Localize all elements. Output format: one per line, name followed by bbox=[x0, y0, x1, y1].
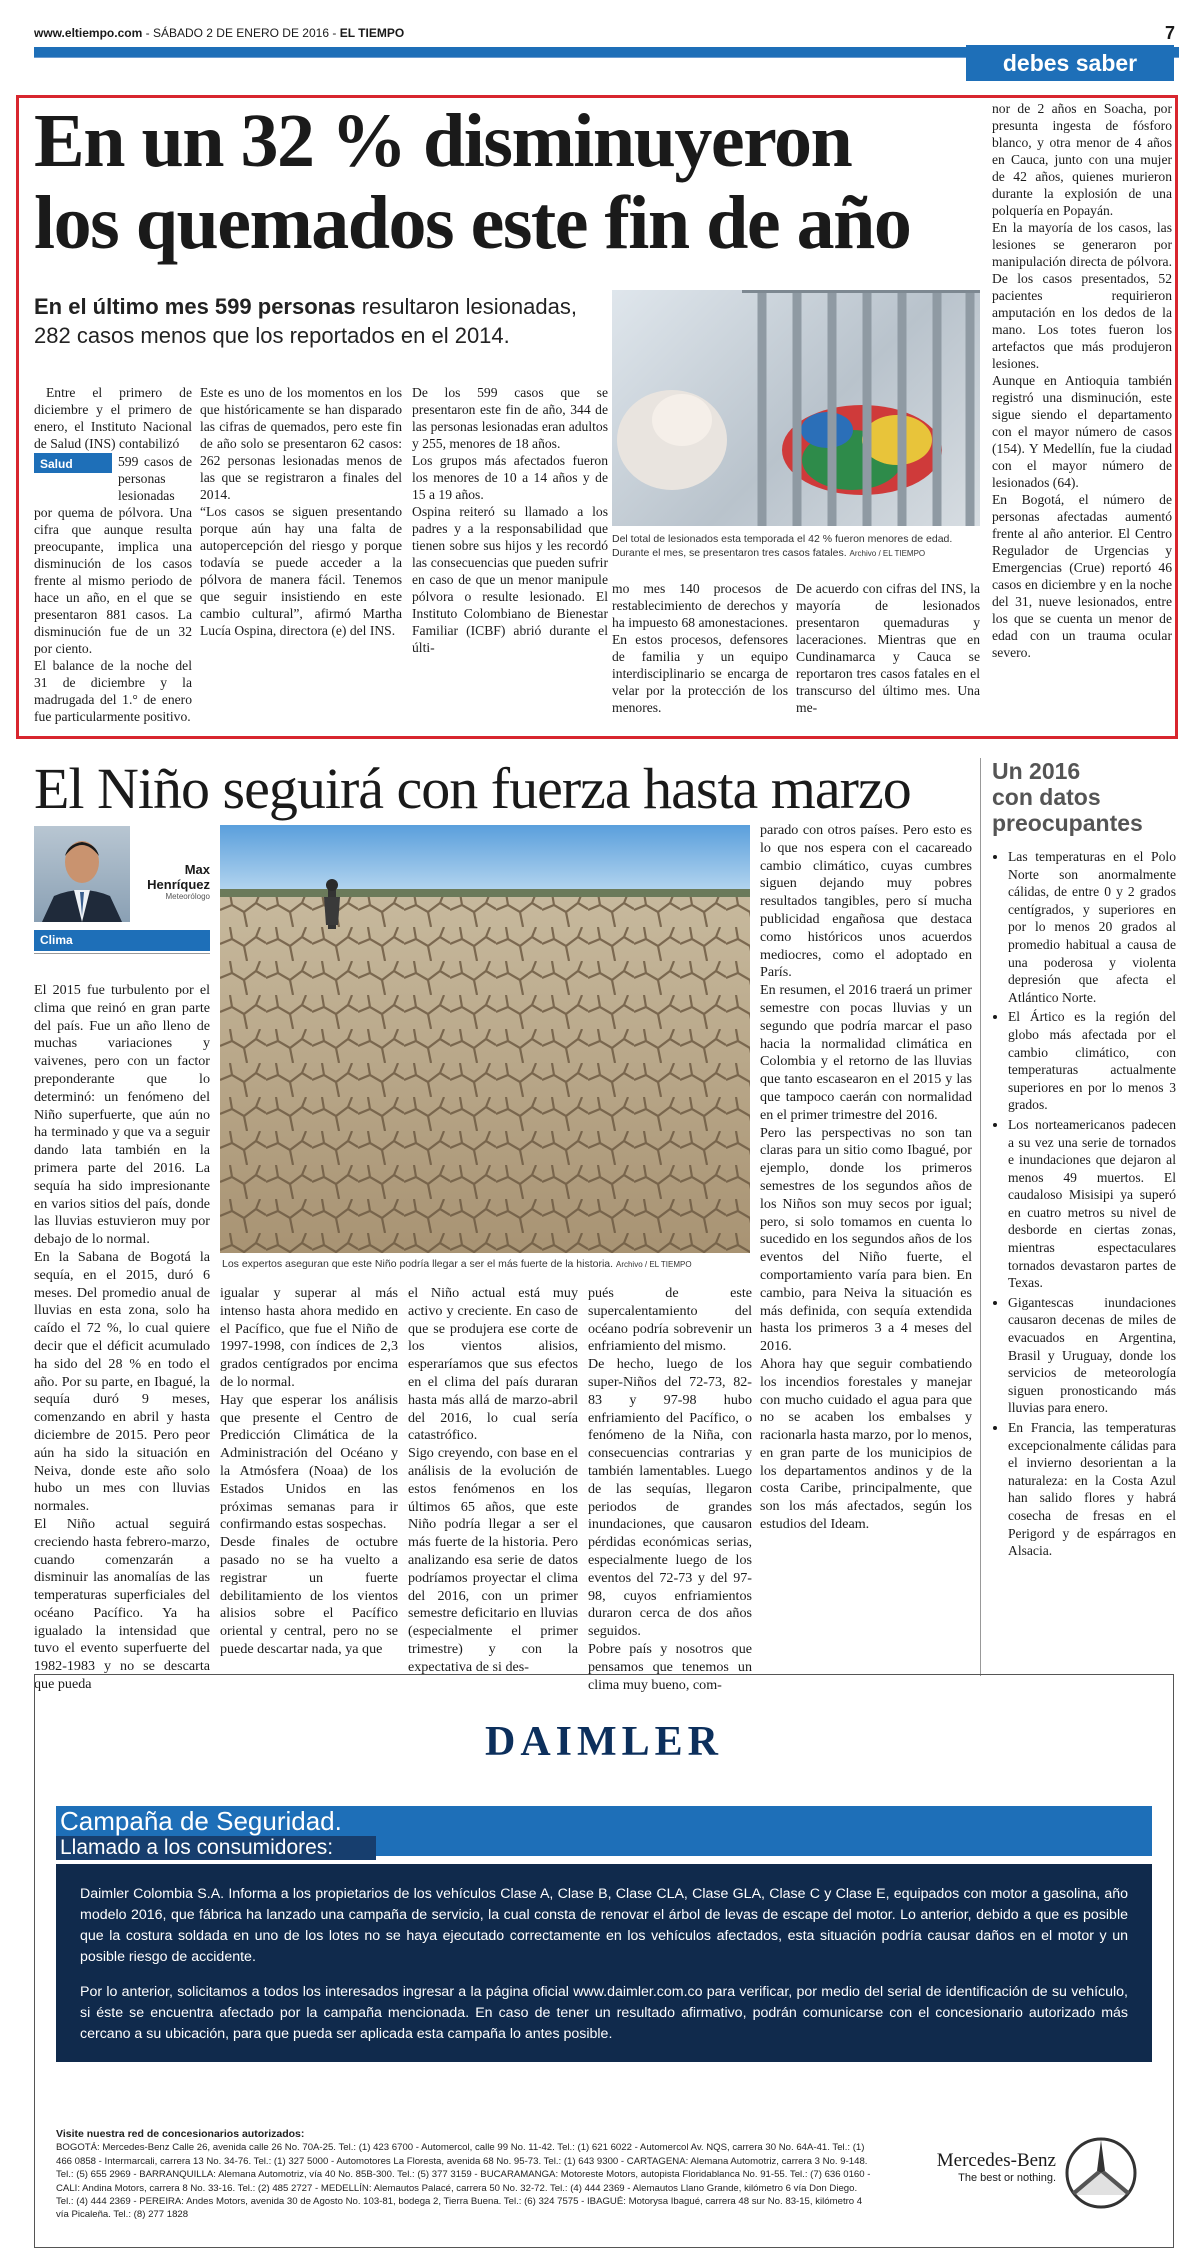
ad-campaign-subtitle: Llamado a los consumidores: bbox=[60, 1836, 334, 1859]
sidebar-list bbox=[992, 848, 1176, 1562]
ad-body-box bbox=[56, 1864, 1152, 2062]
edition-date: SÁBADO 2 DE ENERO DE 2016 bbox=[152, 26, 330, 40]
sidebar-title bbox=[992, 758, 1177, 836]
article2-col4: pués de este supercalentamiento del océano podría sobrevenir un enfriamiento del mismo. De hecho, luego de los super-Niños del 72-73, 82-83 y 97-98 hubo enfriamiento del Pacífico, o fenómeno de la Niña, con consecuencias contrarias y también lamentables. Luego de las sequías, llegaron periodos de grandes inundaciones, que causaron pérdidas económicas serias, especialmente luego de los eventos del 72-73 y del 97-98, cuyos enfriamientos duraron cerca de dos años seguidos. Pobre país y nosotros que pensamos que tenemos un clima muy bueno, com- bbox=[588, 1285, 752, 1693]
mercedes-wordmark: Mercedes-Benz bbox=[936, 2150, 1056, 2171]
section-tab[interactable] bbox=[966, 45, 1174, 81]
paper-name: EL TIEMPO bbox=[339, 26, 405, 40]
article1-photo-credit: Archivo / EL TIEMPO bbox=[849, 549, 926, 558]
sidebar-item: • Gigantescas inundaciones causaron decenas de miles de evacuados en Argentina, Brasil y Uruguay, donde los servicios de meteorología siguen pronosticando más lluvias para enero. bbox=[1008, 1294, 1176, 1417]
avatar bbox=[34, 826, 130, 922]
article1-photo-caption bbox=[612, 532, 980, 561]
article2-col3: el Niño actual está muy activo y creciente. En caso de que se produjera ese corte de los vientos alisios, esperaríamos que sus efectos en el clima del país duraran hasta más allá de marzo-abril del 2016, lo cual sería catastrófico. Sigo creyendo, con base en el análisis de la evolución de estos fenómenos en los últimos 65 años, que este Niño podría llegar a ser el más fuerte de la historia. Pero analizando esa serie de datos podríamos proyectar el clima del 2016, con un primer semestre deficitario en lluvias (especialmente el primer trimestre) y con la expectativa de si des- bbox=[408, 1285, 578, 1675]
article1-caption-text: Del total de lesionados esta temporada el 42 % fueron menores de edad. Durante el mes, se presentaron tres casos fatales. bbox=[612, 533, 953, 559]
burn-patient-illustration bbox=[612, 290, 980, 526]
article1-title-line1: En un 32 % disminuyeron bbox=[34, 99, 852, 183]
dry-land-illustration bbox=[220, 825, 750, 1253]
article1-col2: Este es uno de los momentos en los que históricamente se han disparado las cifras de quemados, pero este fin de año solo se presentaron 62 casos: 262 personas lesionadas menos de las que se registraron a finales del 2014. “Los casos se siguen presentando porque aún hay una falta de autopercepción del riesgo y porque todavía se puede acceder a la pólvora de manera fácil. Tenemos que seguir insistiendo en este cambio cultural”, afirmó Martha Lucía Ospina, directora (e) del INS. bbox=[200, 385, 402, 638]
sidebar-item: • El Ártico es la región del globo más afectada por el cambio climático, con temperaturas actualmente superiores en por lo menos 3 grados. bbox=[1008, 1008, 1176, 1114]
sidebar-item: • En Francia, las temperaturas excepcionalmente cálidas para el invierno desorientan a la naturaleza: en la Costa Azul han salido flores y habrá cosecha de fresas en el Perigord y de espárragos en Alsacia. bbox=[1008, 1419, 1176, 1560]
mercedes-brand[interactable] bbox=[886, 2150, 1056, 2184]
article1-col1 bbox=[34, 384, 192, 725]
article2-caption-text: Los expertos aseguran que este Niño podría llegar a ser el más fuerte de la historia. bbox=[222, 1258, 614, 1270]
col1-rest: por quema de pólvora. Una cifra que aunque resulta preocupante, implica una disminución de los casos frente al mismo periodo de hace un año, en el que se presentaron 881 casos. La disminución fue de un 32 por ciento. El balance de la noche del 31 de diciembre y la madrugada del 1.° de enero fue particularmente positivo. bbox=[34, 505, 192, 724]
ad-dealers bbox=[56, 2128, 876, 2222]
header-bar: www.eltiempo.com - SÁBADO 2 DE ENERO DE 2016 - EL TIEMPO 7 bbox=[34, 23, 1175, 43]
mercedes-tagline: The best or nothing. bbox=[958, 2172, 1056, 2184]
author-divider bbox=[34, 953, 210, 954]
author-byline bbox=[134, 862, 210, 901]
author-role: Meteorólogo bbox=[165, 892, 210, 901]
ad-dealers-text: BOGOTÁ: Mercedes-Benz Calle 26, avenida calle 26 No. 70A-25. Tel.: (1) 423 6700 - Automercol, calle 99 No. 11-42. Tel.: (1) 621 6022 - Automercol Av. NQS, carrera 30 No. 64A-41. Tel.: (1) 466 0858 - Intermarcali, carrera 13 No. 34-76. Tel.: (1) 327 5000 - Automotores La Floresta, avenida 68 No. 95-73. Tel.: (1) 643 9300 - CARTAGENA: Alemana Automotriz, carrera 3 No. 9-148. Tel.: (5) 655 2969 - BARRANQUILLA: Alemana Automotriz, vía 40 No. 85B-300. Tel.: (5) 377 3159 - BUCARAMANGA: Motoreste Motors, autopista Floridablanca No. 91-55. Tel.: (7) 636 0160 - CALI: Andina Motors, carrera 8 No. 33-16. Tel.: (2) 485 2727 - MEDELLÍN: Alemautos Palacé, carrera 50 No. 32-72. Tel.: (4) 444 2369 - Alemautos Llano Grande, kilómetro 6 vía Don Diego. Tel.: (4) 444 2369 - PEREIRA: Andes Motors, avenida 30 de Agosto No. 103-81, bodega 2, Tierra Buena. Tel.: (6) 324 7575 - IBAGUÉ: Motorysa Ibagué, carrera 48 sur No. 83-15, kilómetro 4 vía Picaleña. Tel.: (8) 277 1828 bbox=[56, 2142, 871, 2221]
article1-deck bbox=[34, 292, 594, 350]
article1-col3: De los 599 casos que se presentaron este fin de año, 344 de las personas lesionadas eran adultos y 255, menores de 18 años. Los grupos más afectados fueron los menores de 10 a 14 años y de 15 a 19 años. Ospina reiteró su llamado a los padres y a la responsabilidad que tienen sobre sus hijos y les recordó las consecuencias que pueden sufrir en caso de que un menor manipule pólvora o resulte lesionado. El Instituto Colombiano de Bienestar Familiar (ICBF) abrió durante el últi- bbox=[412, 385, 608, 655]
deck-bold: En el último mes 599 personas bbox=[34, 294, 356, 319]
sidebar-divider bbox=[980, 758, 981, 1676]
sidebar-item: • Los norteamericanos padecen a su vez una serie de tornados e inundaciones que dejaron al menos 49 muertos. El caudaloso Misisipi ya superó en cuatro metros su nivel de desborde en ciertas zonas, mientras espectaculares tornados devastaron partes de Texas. bbox=[1008, 1116, 1176, 1292]
article2-photo bbox=[220, 825, 750, 1253]
sidebar-title-line2: con datos bbox=[992, 784, 1101, 810]
ad-brand-logo[interactable]: DAIMLER bbox=[484, 1719, 723, 1765]
col1-beside-tag: 599 casos de personas lesionadas bbox=[118, 454, 192, 503]
ad-paragraph-2: Por lo anterior, solicitamos a todos los interesados ingresar a la página oficial www.daimler.com.co para verificar, por medio del serial de identificación de su vehículo, si éste se encuentra afectado por la campaña mencionada. En caso de tener un resultado afirmativo, podrán comunicarse con el concesionario autorizado más cercano a su ubicación, para que pueda ser aplicada esta campaña lo antes posible. bbox=[80, 1984, 1128, 2042]
article1-title bbox=[34, 100, 984, 264]
article2-col1: El 2015 fue turbulento por el clima que reinó en gran parte del país. Fue un año lleno de muchas variaciones y vaivenes, pero con un factor preponderante que lo determinó: un fenómeno del Niño superfuerte, que aún no ha terminado y que va a seguir dando lata también en la primera parte del 2016. La sequía ha sido impresionante en varios sitios del país, donde las lluvias estuvieron muy por debajo de lo normal. En la Sabana de Bogotá la sequía, en el 2015, duró 6 meses. Del promedio anual de lluvias en esta zona, solo ha caído el 72 %, lo cual quiere decir que el déficit acumulado ha sido del 28 % en todo el año. Por su parte, en Ibagué, la sequía duró 9 meses, comenzando en abril y hasta diciembre de 2015. Pero peor aún ha sido la situación en Neiva, donde este año solo hubo un mes con lluvias normales. El Niño actual seguirá creciendo hasta febrero-marzo, cuando comenzarán a disminuir las anomalías de las temperaturas superficiales del océano Pacífico. Ya ha igualado la intensidad que tuvo el evento superfuerte del 1982-1983 y no se descarta que pueda bbox=[34, 982, 210, 1693]
author-first-name: Max bbox=[184, 862, 210, 877]
article1-col5: De acuerdo con cifras del INS, la mayoría de lesionados presentaron quemaduras y laceraciones. Mientras que en Cundinamarca y Cauca se reportaron tres casos fatales en el transcurso del último mes. Una me- bbox=[796, 581, 980, 715]
page-number: 7 bbox=[1164, 23, 1175, 43]
col1-top: Entre el primero de diciembre y el primero de enero, el Instituto Nacional de Salud (INS) contabilizó bbox=[34, 385, 192, 451]
article1-title-line2: los quemados este fin de año bbox=[34, 181, 911, 265]
section-tab-label: debes saber bbox=[1002, 50, 1138, 76]
tag-salud[interactable]: Salud bbox=[34, 453, 112, 473]
article2-col5: parado con otros países. Pero esto es lo que nos espera con el cacareado cambio climático, cuyas cumbres siguen dejando muy pobres resultados tangibles, pero sí mucha publicidad engañosa que destaca como históricos unos acuerdos mediocres, como el adoptado en París. En resumen, el 2016 traerá un primer semestre con pocas lluvias y un segundo que podría marcar el paso hacia la normalidad climática en Colombia y el retorno de las lluvias que tanto escasearon en el 2015 y las que tampoco caerán con normalidad en el primer trimestre del 2016. Pero las perspectivas no son tan claras para un sitio como Ibagué, por ejemplo, donde los primeros semestres de los segundos años de los Niños son muy secos por igual; pero, si solo tomamos en cuenta lo sucedido en los segundos años de los eventos del Niño fuerte, el comportamiento varía para bien. En cambio, para Neiva la situación es más definida, con sequía extendida hasta los primeros 3 a 4 meses del 2016. Ahora hay que seguir combatiendo los incendios forestales y manejar con mucho cuidado el agua para que no se acaben los embalses y racionarla hasta marzo, por lo menos, en gran parte de los municipios de los departamentos andinos y de la costa Caribe, principalmente, que son los más afectados, según los estudios del Ideam. bbox=[760, 822, 972, 1533]
article1-photo bbox=[612, 290, 980, 526]
article2-title: El Niño seguirá con fuerza hasta marzo bbox=[34, 756, 911, 821]
tag-clima[interactable]: Clima bbox=[34, 930, 210, 951]
ad-paragraph-1: Daimler Colombia S.A. Informa a los propietarios de los vehículos Clase A, Clase B, Clase CLA, Clase GLA, Clase C y Clase E, equipados con motor a gasolina, año modelo 2016, que fábrica ha lanzado una campaña de servicio, la cual consta de renovar el árbol de levas de escape del motor. Lo anterior, debido a que es posible que la costura soldada en uno de los lotes no se haya ejecutado correctamente en los vehículos afectados, esta situación podría causar daños en el motor y un posible riesgo de accidente. bbox=[80, 1886, 1128, 1965]
sidebar-item: • Las temperaturas en el Polo Norte son anormalmente cálidas, de entre 0 y 2 grados centígrados, y superiores en por lo menos 20 grados al promedio habitual a causa de una poderosa y violenta depresión que afecta el Atlántico Norte. bbox=[1008, 848, 1176, 1006]
article2-col2: igualar y superar al más intenso hasta ahora medido en el Pacífico, que fue el Niño de 1997-1998, con índices de 2,3 grados centígrados por encima de lo normal. Hay que esperar los análisis que presente el Centro de Predicción Climática de la Administración del Océano y la Atmósfera (Noaa) de los Estados Unidos en las próximas semanas para ir confirmando estas sospechas. Desde finales de octubre pasado no se ha vuelto a registrar un fuerte debilitamiento de los vientos alisios sobre el Pacífico oriental y central, pero no se puede descartar nada, ya que bbox=[220, 1285, 398, 1657]
author-photo bbox=[34, 826, 130, 922]
sidebar-title-line3: preocupantes bbox=[992, 810, 1143, 836]
mercedes-star-icon bbox=[1064, 2136, 1138, 2210]
ad-dealers-title: Visite nuestra red de concesionarios autorizados: bbox=[56, 2128, 305, 2140]
article2-photo-credit: Archivo / EL TIEMPO bbox=[615, 1260, 692, 1269]
site-url[interactable]: www.eltiempo.com bbox=[34, 26, 143, 40]
article1-col6: nor de 2 años en Soacha, por presunta ingesta de fósforo blanco, y otra menor de 4 años en Cauca, junto con una mujer de 42 años, quienes murieron durante la explosión de una polquería en Popayán. En la mayoría de los casos, las lesiones se generaron por manipulación directa de pólvora. De los casos presentados, 52 pacientes requirieron amputación en los dedos de la mano. Los totes fueron los artefactos que más produjeron lesiones. Aunque en Antioquia también registró una disminución, este sigue siendo el departamento con el mayor número de casos (154). Y Medellín, fue la ciudad con el mayor número de lesionados (64). En Bogotá, el número de personas afectadas aumentó frente al año anterior. El Centro Regulador de Urgencias y Emergencias (Crue) reportó 46 casos en diciembre y en la noche del 31, nueve lesionados, entre los que se cuenta un menor de edad con un trauma ocular severo. bbox=[992, 101, 1172, 660]
article1-col4: mo mes 140 procesos de restablecimiento de derechos y ha impuesto 68 amonestaciones. En estos procesos, defensores de familia y un equipo interdisciplinario se encarga de velar por la protección de los menores. bbox=[612, 581, 788, 715]
deck-rest: resultaron lesionadas, 282 casos menos que los reportados en el 2014. bbox=[34, 294, 577, 348]
tag-row bbox=[34, 453, 192, 504]
article2-photo-caption bbox=[222, 1257, 750, 1272]
author-last-name: Henríquez bbox=[147, 877, 210, 892]
sidebar-title-line1: Un 2016 bbox=[992, 758, 1081, 784]
ad-campaign-title: Campaña de Seguridad. bbox=[60, 1806, 342, 1836]
